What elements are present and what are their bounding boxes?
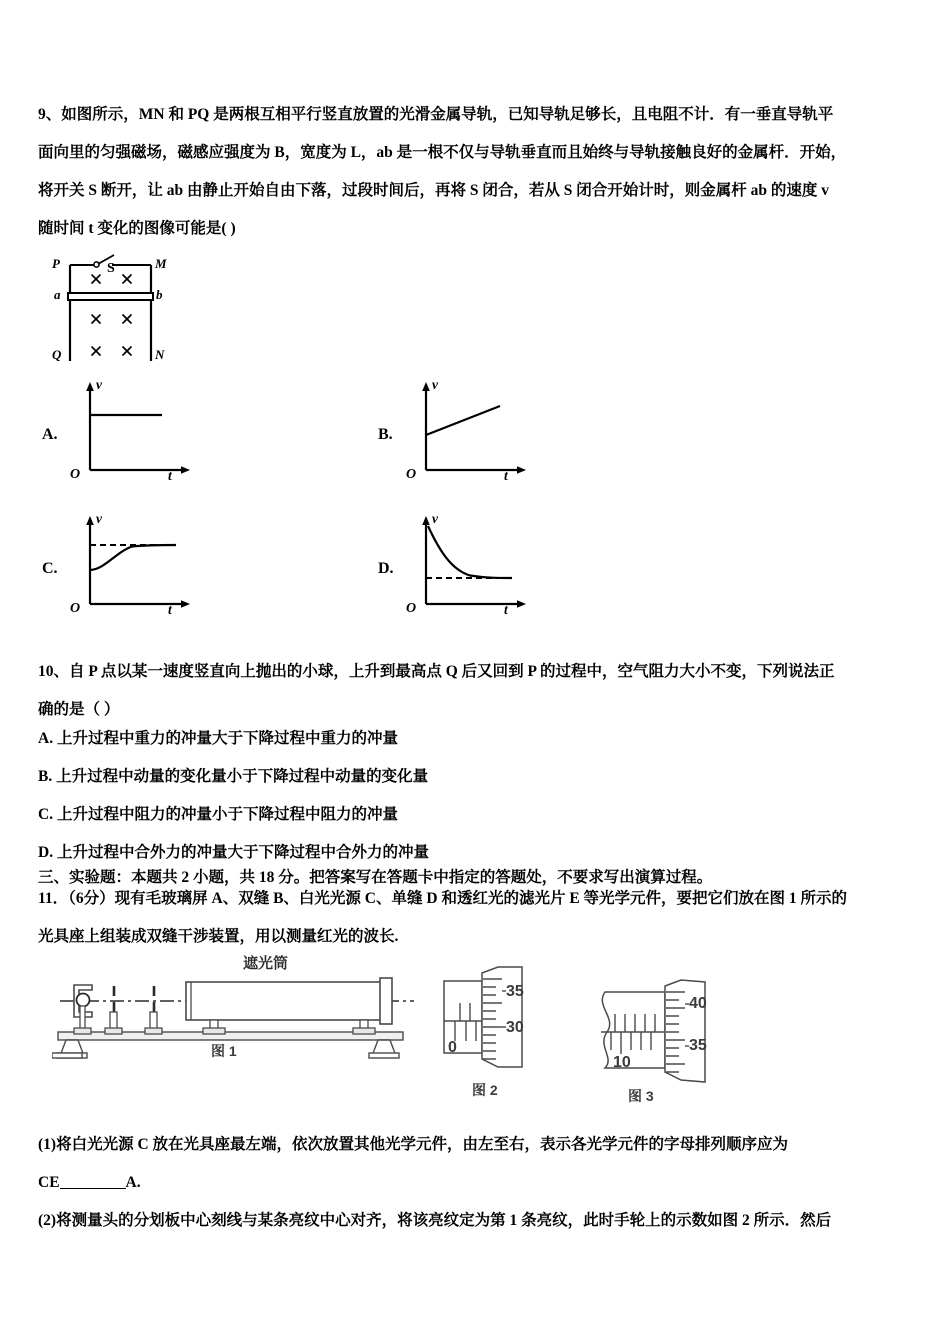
question-10-options xyxy=(38,720,923,872)
q9-line-1: 9、如图所示，MN 和 PQ 是两根互相平行竖直放置的光滑金属导轨，已知导轨足够长，且电阻不计．有一垂直导轨平 xyxy=(38,106,834,123)
circuit-label-b: b xyxy=(156,287,163,302)
figure-2-micrometer xyxy=(440,963,545,1081)
q11-sub2-line-1: (2)将测量头的分划板中心刻线与某条亮纹中心对齐，将该亮纹定为第 1 条亮纹，此时手轮上的示数如图 2 所示．然后 xyxy=(38,1212,832,1229)
figure-3-micrometer xyxy=(583,970,713,1100)
q11-sub1-line-1: (1)将白光光源 C 放在光具座最左端，依次放置其他光学元件，由左至右，表示各光学元件的字母排列顺序应为 xyxy=(38,1136,789,1153)
q9-line-4: 随时间 t 变化的图像可能是( ) xyxy=(38,220,236,237)
q9-option-c-axis-y-label: v xyxy=(96,511,102,526)
q9-option-b-axis-x-label: t xyxy=(504,468,508,483)
question-10-stem xyxy=(38,653,923,729)
q9-option-c-label: C. xyxy=(42,560,58,577)
q9-option-d-label: D. xyxy=(378,560,394,577)
q9-option-b-graph xyxy=(400,378,545,488)
circuit-label-M: M xyxy=(155,256,167,271)
q9-option-a-label: A. xyxy=(42,426,58,443)
q9-option-d-axis-x-label: t xyxy=(504,602,508,617)
q9-line-2: 面向里的匀强磁场，磁感应强度为 B，宽度为 L，ab 是一根不仅与导轨垂直而且始终与导轨接触良好的金属杆．开始， xyxy=(38,144,847,161)
q10-option-b[interactable] xyxy=(38,758,923,796)
figure-3-tick-40: 40 xyxy=(689,995,707,1012)
q10-option-c[interactable] xyxy=(38,796,923,834)
figure-2-tick-35: 35 xyxy=(506,983,524,1000)
q9-option-a-graph xyxy=(64,378,209,488)
q11-sub1-prefix: CE xyxy=(38,1174,60,1191)
circuit-label-switch-S: S xyxy=(107,261,115,276)
q9-option-c-origin-label: O xyxy=(70,601,81,616)
q11-line-1: 11．（6分）现有毛玻璃屏 A、双缝 B、白光光源 C、单缝 D 和透红光的滤光片 E 等光学元件，要把它们放在图 1 所示的 xyxy=(38,890,848,907)
q10-option-b-text: 上升过程中动量的变化量小于下降过程中动量的变化量 xyxy=(56,768,429,785)
question-9-stem xyxy=(38,96,923,248)
rails-circuit-figure xyxy=(38,243,173,368)
q10-option-d-label: D. xyxy=(38,844,54,861)
q10-line-2: 确的是（ ） xyxy=(38,701,120,718)
q9-line-3: 将开关 S 断开，让 ab 由静止开始自由下落，过段时间后，再将 S 闭合，若从 S 闭合开始计时，则金属杆 ab 的速度 v xyxy=(38,182,829,199)
figure-3-caption: 图 3 xyxy=(628,1088,654,1104)
q10-option-c-label: C. xyxy=(38,806,54,823)
q9-option-d-axis-y-label: v xyxy=(432,511,438,526)
circuit-label-P: P xyxy=(52,256,60,271)
q10-option-a-label: A. xyxy=(38,730,54,747)
figure-3-main-scale-label: 10 xyxy=(613,1054,631,1071)
q10-option-a-text: 上升过程中重力的冲量大于下降过程中重力的冲量 xyxy=(56,730,398,747)
q9-option-d-origin-label: O xyxy=(406,601,417,616)
circuit-label-a: a xyxy=(54,287,61,302)
q10-option-a[interactable] xyxy=(38,720,923,758)
q10-option-d-text: 上升过程中合外力的冲量大于下降过程中合外力的冲量 xyxy=(56,844,429,861)
q9-option-c-axis-x-label: t xyxy=(168,602,172,617)
q10-line-1: 10、自 P 点以某一速度竖直向上抛出的小球，上升到最高点 Q 后又回到 P 的过程中，空气阻力大小不变，下列说法正 xyxy=(38,663,835,680)
q11-sub1-line-2 xyxy=(38,1164,923,1202)
q9-option-a-axis-y-label: v xyxy=(96,377,102,392)
section-3-heading: 三、实验题：本题共 2 小题，共 18 分。把答案写在答题卡中指定的答题处，不要求写出演算过程。 xyxy=(38,869,713,886)
figure-1-optical-bench xyxy=(52,955,422,1063)
figure-1-tube-label: 遮光筒 xyxy=(243,955,289,972)
q9-option-b-origin-label: O xyxy=(406,467,417,482)
q9-option-d-graph xyxy=(400,512,550,622)
q9-option-b-axis-y-label: v xyxy=(432,377,438,392)
figure-2-main-scale-label: 0 xyxy=(448,1039,457,1056)
figure-2-caption: 图 2 xyxy=(472,1082,498,1098)
figure-3-tick-35: 35 xyxy=(689,1037,707,1054)
question-11-sub-parts xyxy=(38,1126,923,1240)
question-11-stem xyxy=(38,880,923,956)
q11-sub1-answer-blank[interactable] xyxy=(60,1173,126,1189)
figure-1-caption: 图 1 xyxy=(211,1043,237,1059)
q11-sub1-suffix: A. xyxy=(125,1174,141,1191)
q10-option-c-text: 上升过程中阻力的冲量小于下降过程中阻力的冲量 xyxy=(56,806,398,823)
circuit-label-Q: Q xyxy=(52,347,62,362)
q9-option-a-axis-x-label: t xyxy=(168,468,172,483)
q11-line-2: 光具座上组装成双缝干涉装置，用以测量红光的波长. xyxy=(38,928,399,945)
circuit-label-N: N xyxy=(155,347,165,362)
q9-option-c-graph xyxy=(64,512,214,622)
figure-2-tick-30: 30 xyxy=(506,1019,524,1036)
q9-option-b-label: B. xyxy=(378,426,393,443)
q10-option-b-label: B. xyxy=(38,768,53,785)
q9-option-a-origin-label: O xyxy=(70,467,81,482)
